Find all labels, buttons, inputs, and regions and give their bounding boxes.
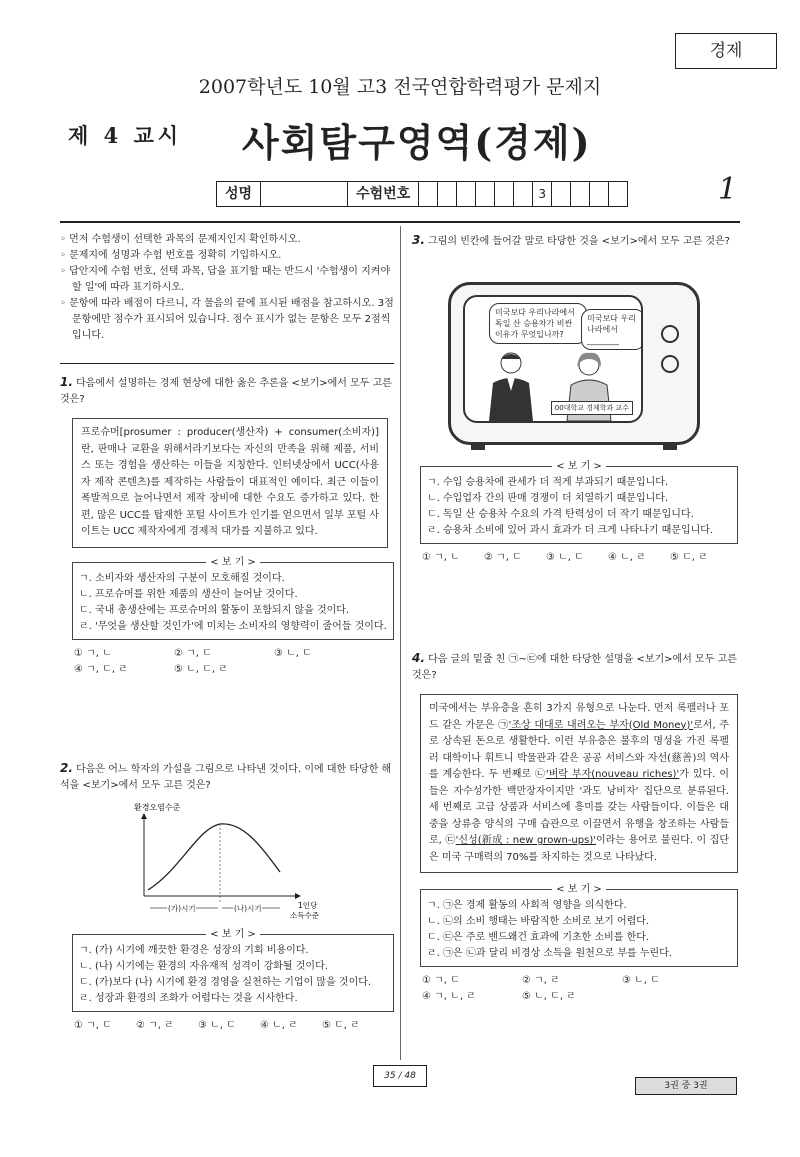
exam-number-cell bbox=[571, 182, 590, 206]
bogi-box bbox=[72, 929, 394, 1012]
choice-5[interactable]: ⑤ ㄴ, ㄷ, ㄹ bbox=[174, 663, 228, 675]
bogi-title: < 보 기 > bbox=[206, 929, 260, 940]
exam-number-cell bbox=[609, 182, 627, 206]
exam-number-cell bbox=[590, 182, 609, 206]
answer-choices bbox=[74, 646, 394, 678]
question-4 bbox=[412, 650, 738, 1005]
ekc-curve bbox=[148, 824, 280, 890]
bogi-item: ㄹ. 성장과 환경의 조화가 어렵다는 것을 시사한다. bbox=[79, 993, 298, 1004]
exam-number-cell bbox=[552, 182, 571, 206]
choice-2[interactable]: ② ㄱ, ㄹ bbox=[522, 975, 560, 986]
choice-4[interactable]: ④ ㄴ, ㄹ bbox=[260, 1020, 298, 1031]
period-b-label: (나)시기 bbox=[234, 904, 262, 913]
graph-xlabel-1: 1인당 bbox=[298, 901, 318, 910]
notice-item: ◦ 문항에 따라 배점이 다르니, 각 물음의 끝에 표시된 배점을 참고하시오. 3점 문항에만 점수가 표시되어 있습니다. 점수 표시가 없는 문항은 모두 2점씩입니다. bbox=[60, 298, 394, 341]
question-2-bogi bbox=[72, 929, 394, 1034]
notice-item: ◦ 문제지에 성명과 수험 번호를 정확히 기입하시오. bbox=[60, 250, 282, 261]
bogi-item: ㄷ. 독일 산 승용차 수요의 가격 탄력성이 더 작기 때문입니다. bbox=[427, 509, 694, 520]
stem-text: 다음에서 설명하는 경제 현상에 대한 옳은 추론을 <보기>에서 모두 고른 것은? bbox=[60, 378, 392, 405]
footer-page-fraction: 35 / 48 bbox=[373, 1065, 427, 1087]
tv-knob bbox=[661, 325, 679, 343]
notice-item: ◦ 먼저 수험생이 선택한 과목의 문제지인지 확인하시오. bbox=[60, 234, 301, 245]
stem-text: 그림의 빈칸에 들어갈 말로 타당한 것을 <보기>에서 모두 고른 것은? bbox=[428, 236, 730, 247]
choice-1[interactable]: ① ㄱ, ㄴ bbox=[74, 647, 112, 659]
exam-number-cell bbox=[457, 182, 476, 206]
tv-knob bbox=[661, 355, 679, 373]
choice-3[interactable]: ③ ㄴ, ㄷ bbox=[274, 647, 312, 659]
question-number: 4. bbox=[412, 651, 425, 665]
tv-illustration bbox=[448, 282, 700, 445]
choice-5[interactable]: ⑤ ㄴ, ㄷ, ㄹ bbox=[522, 991, 576, 1002]
tv-screen bbox=[463, 295, 643, 423]
tv-foot bbox=[663, 444, 677, 450]
choice-2[interactable]: ② ㄱ, ㄷ bbox=[174, 647, 212, 659]
choice-3[interactable]: ③ ㄴ, ㄷ bbox=[622, 975, 660, 986]
choice-5[interactable]: ⑤ ㄷ, ㄹ bbox=[670, 552, 708, 563]
question-number: 3. bbox=[412, 233, 425, 247]
question-stem bbox=[412, 650, 738, 684]
question-3 bbox=[412, 232, 746, 250]
bogi-title: < 보 기 > bbox=[206, 557, 260, 568]
bogi-item: ㄱ. ㉠은 경제 활동의 사회적 영향을 의식한다. bbox=[427, 900, 627, 911]
notice-item: ◦ 답안지에 수험 번호, 선택 과목, 답을 표기할 때는 반드시 '수험생이 지켜야 할 일'에 따라 표기하시오. bbox=[60, 266, 391, 293]
footer-volume: 3권 중 3권 bbox=[635, 1077, 737, 1095]
area-title: 사회탐구영역(경제) bbox=[242, 120, 592, 165]
bogi-item: ㄷ. 국내 총생산에는 프로슈머의 활동이 포함되지 않을 것이다. bbox=[79, 604, 350, 616]
graph-ylabel: 환경오염수준 bbox=[134, 803, 181, 812]
bogi-box bbox=[420, 884, 738, 967]
exam-number-cell bbox=[514, 182, 533, 206]
exam-number-digit: 3 bbox=[533, 182, 552, 206]
exam-number-label: 수험번호 bbox=[348, 182, 419, 206]
page-number: 1 bbox=[718, 172, 738, 207]
choice-3[interactable]: ③ ㄴ, ㄷ bbox=[546, 552, 584, 563]
bogi-item: ㄱ. (가) 시기에 깨끗한 환경은 성장의 기회 비용이다. bbox=[79, 945, 309, 956]
column-divider bbox=[400, 226, 401, 1060]
exam-number-cell bbox=[419, 182, 438, 206]
underline-a: '조상 대대로 내려오는 부자(Old Money)' bbox=[508, 719, 694, 731]
name-label: 성명 bbox=[217, 182, 261, 206]
answer-choices bbox=[422, 550, 738, 566]
choice-3[interactable]: ③ ㄴ, ㄷ bbox=[198, 1020, 236, 1031]
choice-1[interactable]: ① ㄱ, ㄴ bbox=[422, 552, 460, 563]
caption-label: 00대학교 경제학과 교수 bbox=[551, 401, 633, 415]
passage-box: 미국에서는 부유층을 흔히 3가지 유형으로 나눈다. 먼저 록펠러나 포드 같은 가문은 ㉠'조상 대대로 내려오는 부자(Old Money)'로서, 주로 상속된 돈으로 생활한다. 이런 부유층은 불후의 명성을 가진 록펠러 대학이나 휘트니 박물관과 같은 공공 서비스와 자선(慈善)의 역사를 계승한다. 두 번째로 ㉡'벼락 부자(nouveau riches)'가 있다. 이들은 자수성가한 백만장자이지만 '과도 낭비자' 집단으로 분류된다. 세 번째로 고급 상품과 서비스에 흥미를 갖는 사람들이다. 이들은 대중을 상류층 양식의 구매 습관으로 이끌면서 유행을 창조하는 사람들로, ㉢'신성(新成 : new grown-ups)'이라는 용어로 불린다. 이 집단은 미국 구매력의 70%를 차지하는 것으로 나타났다. bbox=[420, 694, 738, 873]
bogi-title: < 보 기 > bbox=[552, 884, 606, 895]
reporter-hair bbox=[501, 354, 521, 359]
exam-number-cell bbox=[495, 182, 514, 206]
question-stem bbox=[60, 374, 394, 408]
question-3-bogi bbox=[420, 461, 738, 566]
bogi-item: ㄱ. 소비자와 생산자의 구분이 모호해질 것이다. bbox=[79, 572, 285, 584]
hypothesis-graph bbox=[130, 800, 340, 925]
bogi-box bbox=[72, 556, 394, 640]
notice-list bbox=[60, 232, 394, 344]
notice-separator bbox=[60, 363, 394, 364]
speech-bubble-professor: 미국보다 우리나라에서 ________ bbox=[581, 309, 643, 350]
name-field bbox=[261, 182, 348, 206]
answer-choices bbox=[74, 1018, 394, 1034]
bogi-item: ㄴ. (나) 시기에는 환경의 자유재적 성격이 강화될 것이다. bbox=[79, 961, 328, 972]
bogi-item: ㄹ. '무엇을 생산할 것인가'에 미치는 소비자의 영향력이 줄어들 것이다. bbox=[79, 620, 387, 632]
x-axis-arrow bbox=[295, 893, 301, 899]
period-a-label: (가)시기 bbox=[168, 904, 196, 913]
period-label: 제 4 교시 bbox=[68, 123, 183, 148]
stem-text: 다음은 어느 학자의 가설을 그림으로 나타낸 것이다. 이에 대한 타당한 해석을 <보기>에서 모두 고른 것은? bbox=[60, 764, 392, 791]
choice-2[interactable]: ② ㄱ, ㄷ bbox=[484, 552, 522, 563]
question-1 bbox=[60, 374, 394, 678]
bogi-item: ㄴ. 수입업자 간의 판매 경쟁이 더 치열하기 때문입니다. bbox=[427, 493, 669, 504]
name-number-row bbox=[216, 181, 628, 207]
tv-foot bbox=[471, 444, 485, 450]
question-number: 2. bbox=[60, 761, 73, 775]
choice-1[interactable]: ① ㄱ, ㄷ bbox=[74, 1020, 112, 1031]
answer-choices bbox=[422, 973, 738, 1005]
passage-box: 프로슈머[prosumer : producer(생산자) + consumer(소비자)]란, 판매나 교환을 위해서라기보다는 자신의 만족을 위해 제품, 서비스 또는 경험을 생산하는 이들을 지칭한다. 인터넷상에서 UCC(사용자 제작 콘텐츠)를 제작하는 사람들이 대표적인 예이다. 최근 이들이 폭발적으로 늘어나면서 제작 장비에 대한 수요도 증가하고 있다. 한편, 많은 UCC를 탑재한 포털 사이트가 인기를 얻으면서 일부 포털 사이트는 UCC 제작자에게 경제적 대가를 지불하고 있다. bbox=[72, 418, 388, 548]
bogi-item: ㄱ. 수입 승용차에 관세가 더 적게 부과되기 때문입니다. bbox=[427, 477, 669, 488]
underline-c: '신성(新成 : new grown-ups)' bbox=[455, 835, 596, 846]
choice-4[interactable]: ④ ㄱ, ㄷ, ㄹ bbox=[74, 663, 128, 675]
exam-number-cell bbox=[476, 182, 495, 206]
bogi-item: ㄷ. (가)보다 (나) 시기에 환경 경영을 실천하는 기업이 많을 것이다. bbox=[79, 977, 372, 988]
speech-bubble-reporter: 미국보다 우리나라에서 독일 산 승용차가 비싼 이유가 무엇입니까? bbox=[489, 303, 587, 344]
bogi-item: ㄷ. ㉢은 주로 밴드왜건 효과에 기초한 소비를 한다. bbox=[427, 932, 650, 943]
bogi-item: ㄴ. 프로슈머를 위한 제품의 생산이 늘어날 것이다. bbox=[79, 588, 298, 600]
choice-5[interactable]: ⑤ ㄷ, ㄹ bbox=[322, 1020, 360, 1031]
question-stem bbox=[412, 232, 746, 250]
choice-1[interactable]: ① ㄱ, ㄷ bbox=[422, 975, 460, 986]
y-axis-arrow bbox=[141, 813, 147, 819]
subject-box: 경제 bbox=[675, 33, 777, 69]
stem-text: 다음 글의 밑줄 친 ㉠~㉢에 대한 타당한 설명을 <보기>에서 모두 고른 것은? bbox=[412, 654, 737, 681]
exam-title: 2007학년도 10월 고3 전국연합학력평가 문제지 bbox=[198, 76, 602, 98]
bogi-item: ㄹ. 승용차 소비에 있어 과시 효과가 더 크게 나타나기 때문입니다. bbox=[427, 525, 714, 536]
question-number: 1. bbox=[60, 375, 73, 389]
choice-4[interactable]: ④ ㄱ, ㄴ, ㄹ bbox=[422, 991, 476, 1002]
graph-xlabel-2: 소득수준 bbox=[290, 911, 319, 920]
bogi-item: ㄴ. ㉡의 소비 행태는 바람직한 소비로 보기 어렵다. bbox=[427, 916, 650, 927]
underline-b: '벼락 부자(nouveau riches)' bbox=[545, 769, 680, 780]
exam-number-cell bbox=[438, 182, 457, 206]
header-rule bbox=[60, 221, 740, 223]
bogi-title: < 보 기 > bbox=[552, 461, 606, 472]
bogi-item: ㄹ. ㉠은 ㉡과 달리 비경상 소득을 원천으로 부를 누린다. bbox=[427, 948, 672, 959]
question-stem bbox=[60, 760, 394, 794]
question-2 bbox=[60, 760, 394, 794]
choice-4[interactable]: ④ ㄴ, ㄹ bbox=[608, 552, 646, 563]
choice-2[interactable]: ② ㄱ, ㄹ bbox=[136, 1020, 174, 1031]
bogi-box bbox=[420, 461, 738, 544]
